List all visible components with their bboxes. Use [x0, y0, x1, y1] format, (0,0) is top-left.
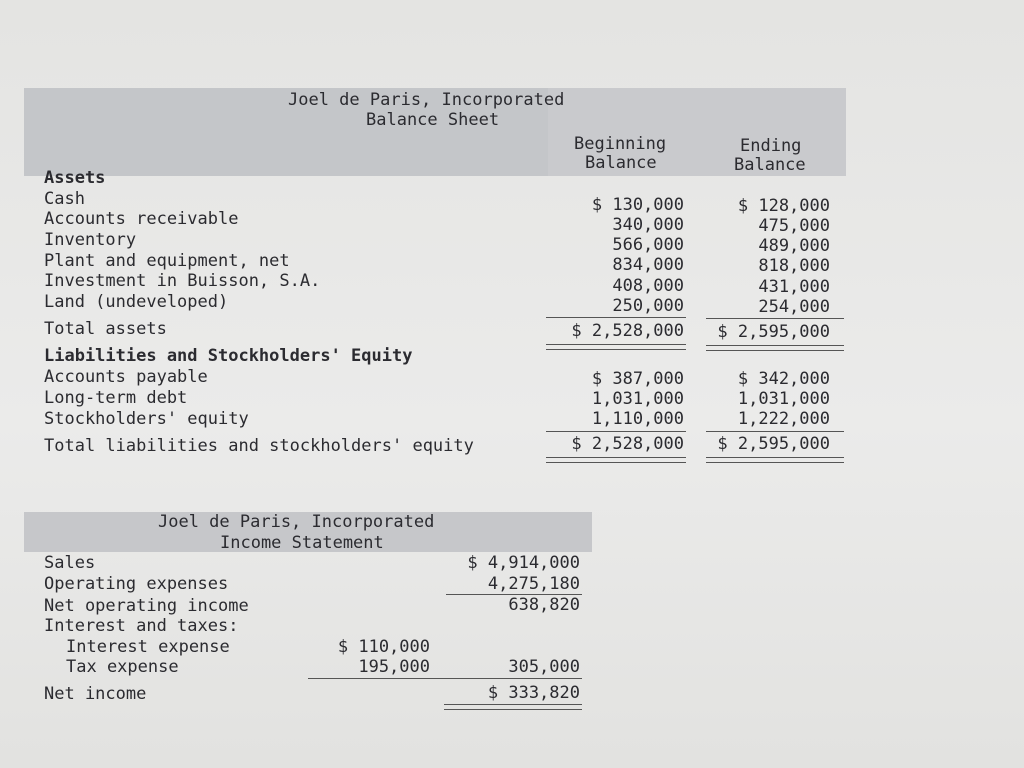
liability-beginning: $ 387,000	[591, 369, 684, 389]
asset-ending: 818,000	[758, 256, 830, 276]
asset-beginning: 250,000	[612, 296, 684, 316]
assets-subtotal-rule	[706, 318, 844, 319]
total-liabilities-label: Total liabilities and stockholders' equity	[44, 436, 474, 456]
sales-label: Sales	[44, 553, 96, 573]
total-assets-beginning: $ 2,528,000	[571, 321, 684, 341]
asset-ending: 475,000	[758, 216, 830, 236]
liability-ending: 1,222,000	[737, 409, 830, 429]
asset-beginning: 834,000	[612, 255, 684, 275]
asset-label: Inventory	[44, 230, 137, 250]
col-beginning-line1: Beginning	[574, 134, 667, 154]
liability-label: Long-term debt	[44, 388, 188, 408]
total-assets-ending: $ 2,595,000	[717, 322, 830, 342]
operating-expenses-label: Operating expenses	[44, 574, 229, 594]
net-operating-income-value: 638,820	[508, 595, 580, 615]
asset-beginning: $ 130,000	[591, 195, 684, 215]
tax-expense-value: 195,000	[358, 657, 430, 677]
liability-ending: 1,031,000	[737, 389, 830, 409]
liability-label: Accounts payable	[44, 367, 208, 387]
asset-ending: 254,000	[758, 297, 830, 317]
operating-expenses-value: 4,275,180	[487, 574, 580, 594]
asset-label: Accounts receivable	[44, 209, 239, 229]
asset-beginning: 566,000	[612, 235, 684, 255]
interest-and-taxes-label: Interest and taxes:	[44, 616, 239, 636]
asset-beginning: 340,000	[612, 215, 684, 235]
liabilities-subtotal-rule	[706, 431, 844, 432]
liability-label: Stockholders' equity	[44, 409, 249, 429]
total-liabilities-double-rule	[706, 457, 844, 463]
income-statement-company: Joel de Paris, Incorporated	[158, 512, 435, 532]
col-ending-line2: Balance	[734, 155, 806, 175]
tax-expense-label: Tax expense	[66, 657, 179, 677]
asset-label: Plant and equipment, net	[44, 251, 290, 271]
liabilities-subtotal-rule	[546, 431, 686, 432]
sales-value: $ 4,914,000	[467, 553, 580, 573]
liability-beginning: 1,031,000	[591, 389, 684, 409]
total-assets-double-rule	[546, 344, 686, 350]
total-liabilities-double-rule	[546, 457, 686, 463]
col-beginning-line2: Balance	[585, 153, 657, 173]
asset-label: Cash	[44, 189, 85, 209]
asset-ending: 431,000	[758, 277, 830, 297]
net-operating-income-label: Net operating income	[44, 596, 249, 616]
interest-expense-value: $ 110,000	[337, 637, 430, 657]
asset-ending: 489,000	[758, 236, 830, 256]
col-ending-line1: Ending	[740, 136, 802, 156]
balance-sheet-company: Joel de Paris, Incorporated	[288, 90, 565, 110]
liability-beginning: 1,110,000	[591, 409, 684, 429]
net-income-double-rule	[444, 704, 582, 710]
asset-label: Land (undeveloped)	[44, 292, 229, 312]
total-liabilities-ending: $ 2,595,000	[717, 434, 830, 454]
assets-heading: Assets	[44, 168, 106, 188]
asset-beginning: 408,000	[612, 276, 684, 296]
asset-label: Investment in Buisson, S.A.	[44, 271, 321, 291]
assets-subtotal-rule	[546, 317, 686, 318]
net-income-value: $ 333,820	[487, 683, 580, 703]
total-assets-label: Total assets	[44, 319, 167, 339]
liability-ending: $ 342,000	[737, 369, 830, 389]
income-statement-title: Income Statement	[220, 533, 384, 553]
total-assets-double-rule	[706, 345, 844, 351]
net-income-label: Net income	[44, 684, 147, 704]
interest-taxes-total: 305,000	[508, 657, 580, 677]
balance-sheet-title: Balance Sheet	[366, 110, 500, 130]
net-income-subtotal-rule	[308, 678, 582, 679]
liabilities-heading: Liabilities and Stockholders' Equity	[44, 346, 413, 366]
asset-ending: $ 128,000	[737, 196, 830, 216]
total-liabilities-beginning: $ 2,528,000	[571, 434, 684, 454]
interest-expense-label: Interest expense	[66, 637, 230, 657]
